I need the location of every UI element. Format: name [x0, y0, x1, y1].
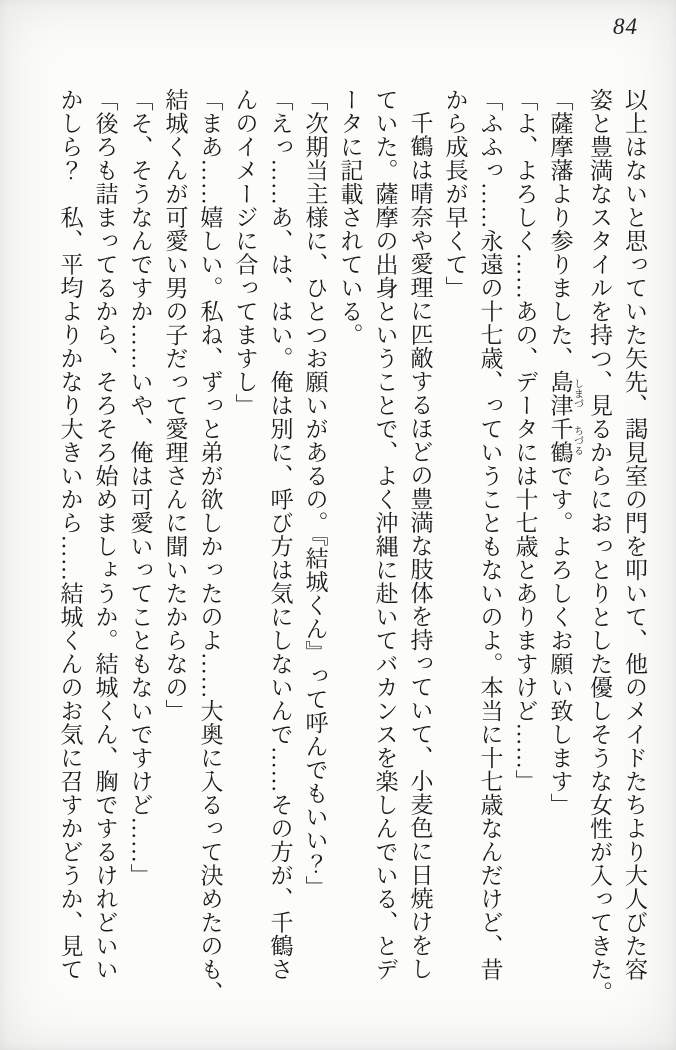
text-line: 「後ろも詰まってるから、そろそろ始めましょうか。結城くん、胸でするけれどいい [92, 88, 118, 981]
text-line: 以上はないと思っていた矢先、謁見室の門を叩いて、他のメイドたちより大人びた容 [622, 88, 647, 981]
text-line: 姿と豊満なスタイルを持つ、見るからにおっとりとした優しそうな女性が入ってきた。 [587, 88, 612, 1005]
text-line: 「えっ……あ、は、はい。俺は別に、呼び方は気にしないんで……その方が、千鶴さ [267, 88, 293, 981]
text-line: 結城くんが可愛い男の子だって愛理さんに聞いたからなの」 [162, 88, 188, 723]
text-line: 「次期当主様に、ひとつお願いがあるの。『結城くん』って呼んでもいい？」 [302, 88, 328, 899]
page-number: 84 [613, 14, 638, 39]
text-line: 千鶴は晴奈や愛理に匹敵するほどの豊満な肢体を持っていて、小麦色に日焼けをし [407, 111, 433, 981]
text-line: ていた。薩摩の出身ということで、よく沖縄に赴いてバカンスを楽しんでいる、とデ [372, 88, 398, 981]
text-line: 「まあ……嬉しい。私ね、ずっと弟が欲しかったのよ……大奥に入るって決めたのも、 [197, 88, 223, 1005]
text-line: 「薩摩藩より参りました、島津 しまづ千鶴 ちづるです。よろしくお願い致します」 [547, 88, 583, 817]
text-line: 「よ、よろしく……あの、データには十七歳とありますけど……」 [512, 88, 538, 793]
text-line: んのイメージに合ってますし」 [232, 88, 258, 417]
text-line: 「そ、そうなんですか……いや、俺は可愛いってこともないですけど……」 [127, 88, 153, 887]
text-line: 「ふふっ……永遠の十七歳、っていうこともないのよ。本当に十七歳なんだけど、昔 [477, 88, 503, 981]
ruby-annotated-text: 島津 しまづ [547, 370, 583, 417]
text-line: ータに記載されている。 [337, 88, 363, 347]
text-line: から成長が早くて」 [442, 88, 468, 300]
ruby-annotated-text: 千鶴 ちづる [547, 417, 583, 464]
body-text [53, 88, 653, 1010]
text-line: かしら？ 私、平均よりかなり大きいから……結城くんのお気に召すかどうか、見て [57, 88, 83, 981]
